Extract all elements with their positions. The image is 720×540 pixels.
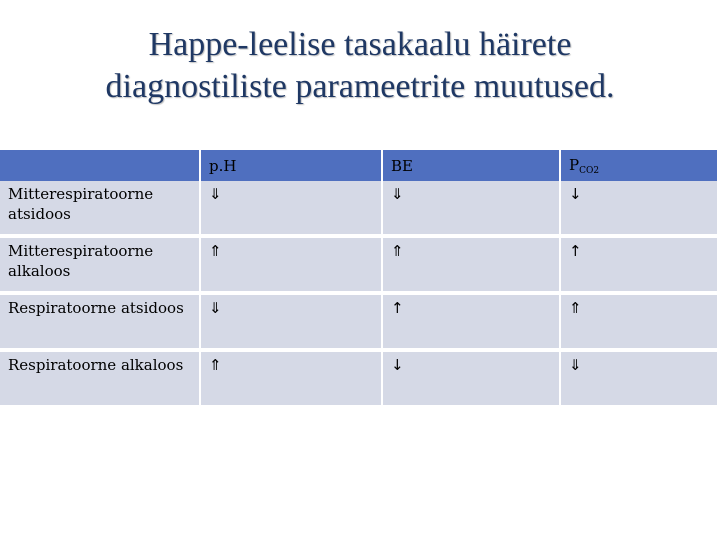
slide-title xyxy=(0,24,720,108)
header-ph: p.H xyxy=(200,150,382,181)
table-row xyxy=(0,181,718,236)
pco2-arrow: ↓ xyxy=(560,181,718,236)
pco2-arrow: ↑ xyxy=(560,236,718,293)
parameter-table xyxy=(0,150,719,409)
row-label: Respiratoorne atsidoos xyxy=(0,293,200,350)
ph-arrow: ⇑ xyxy=(200,350,382,407)
ph-arrow: ⇓ xyxy=(200,293,382,350)
title-line-2: diagnostiliste parameetrite muutused. xyxy=(105,68,615,105)
row-label: Mitterespiratoorne atsidoos xyxy=(0,181,200,236)
be-arrow: ⇓ xyxy=(382,181,560,236)
row-label: Mitterespiratoorne alkaloos xyxy=(0,236,200,293)
header-empty xyxy=(0,150,200,181)
header-pco2-sub: CO2 xyxy=(579,165,600,176)
pco2-arrow: ⇑ xyxy=(560,293,718,350)
table-row xyxy=(0,236,718,293)
table-row xyxy=(0,293,718,350)
header-pco2-main: P xyxy=(569,155,580,174)
be-arrow: ↑ xyxy=(382,293,560,350)
ph-arrow: ⇑ xyxy=(200,236,382,293)
row-label: Respiratoorne alkaloos xyxy=(0,350,200,407)
pco2-arrow: ⇓ xyxy=(560,350,718,407)
header-be: BE xyxy=(382,150,560,181)
table-header-row xyxy=(0,150,718,181)
ph-arrow: ⇓ xyxy=(200,181,382,236)
be-arrow: ⇑ xyxy=(382,236,560,293)
title-line-1: Happe-leelise tasakaalu häirete xyxy=(148,26,572,63)
be-arrow: ↓ xyxy=(382,350,560,407)
table-row xyxy=(0,350,718,407)
header-pco2 xyxy=(560,150,718,181)
